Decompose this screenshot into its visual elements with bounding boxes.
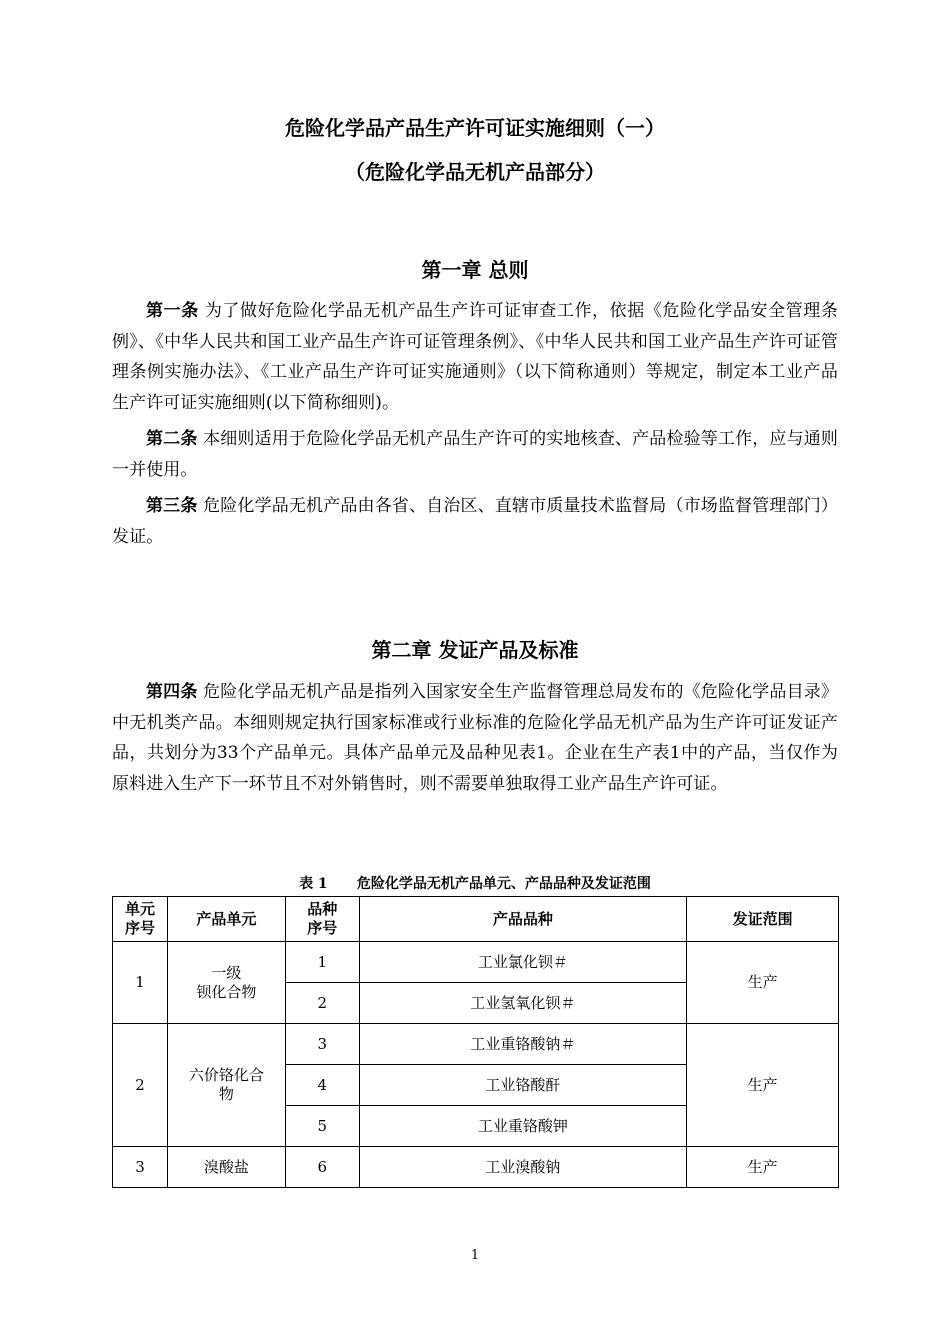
cell-variety: 工业氯化钡＃ [359, 942, 686, 983]
cell-scope: 生产 [687, 1147, 839, 1188]
article-label: 第一条 [146, 301, 199, 321]
article-1 [112, 296, 838, 418]
table-caption: 表 1 危险化学品无机产品单元、产品品种及发证范围 [299, 876, 651, 892]
cell-variety: 工业重铬酸钠＃ [359, 1024, 686, 1065]
cell-unit: 六价铬化合 物 [167, 1024, 285, 1147]
cell-unit: 一级 钡化合物 [167, 942, 285, 1024]
cell-variety-no: 2 [285, 983, 359, 1024]
article-label: 第四条 [146, 682, 198, 702]
header-variety-no: 品种 序号 [285, 897, 359, 942]
cell-unit-no: 3 [113, 1147, 168, 1188]
chapter-2-body [112, 677, 838, 799]
chapter-2-heading: 第二章 发证产品及标准 [371, 638, 579, 662]
cell-variety: 工业溴酸钠 [359, 1147, 686, 1188]
article-text: 为了做好危险化学品无机产品生产许可证审查工作，依据《危险化学品安全管理条例》、《中华人民共和国工业产品生产许可证管理条例》、《中华人民共和国工业产品生产许可证管理条例实施办法》、《工业产品生产许可证实施通则》（以下简称通则）等规定，制定本工业产品生产许可证实施细则(以下简称细则)。 [112, 301, 838, 413]
products-table [112, 896, 839, 1188]
cell-variety-no: 3 [285, 1024, 359, 1065]
cell-variety-no: 5 [285, 1106, 359, 1147]
article-label: 第三条 [146, 496, 198, 516]
cell-scope: 生产 [687, 942, 839, 1024]
table-row [113, 942, 839, 983]
cell-variety: 工业铬酸酐 [359, 1065, 686, 1106]
cell-unit-no: 2 [113, 1024, 168, 1147]
chapter-1-heading: 第一章 总则 [421, 258, 529, 282]
page-number: 1 [470, 1248, 480, 1263]
chapter-1-body [112, 296, 838, 552]
article-text: 危险化学品无机产品是指列入国家安全生产监督管理总局发布的《危险化学品目录》中无机类产品。本细则规定执行国家标准或行业标准的危险化学品无机产品为生产许可证发证产品，共划分为33个产品单元。具体产品单元及品种见表1。企业在生产表1中的产品，当仅作为原料进入生产下一环节且不对外销售时，则不需要单独取得工业产品生产许可证。 [112, 682, 838, 794]
article-text: 本细则适用于危险化学品无机产品生产许可的实地核查、产品检验等工作，应与通则一并使用。 [112, 429, 838, 480]
table-header-row [113, 897, 839, 942]
article-2 [112, 424, 838, 485]
cell-unit: 溴酸盐 [167, 1147, 285, 1188]
header-unit: 产品单元 [167, 897, 285, 942]
document-subtitle: （危险化学品无机产品部分） [345, 160, 605, 184]
document-title: 危险化学品产品生产许可证实施细则（一） [285, 116, 665, 140]
cell-unit-no: 1 [113, 942, 168, 1024]
table-row [113, 1024, 839, 1065]
cell-variety-no: 4 [285, 1065, 359, 1106]
header-scope: 发证范围 [687, 897, 839, 942]
article-4 [112, 677, 838, 799]
cell-variety: 工业重铬酸钾 [359, 1106, 686, 1147]
article-text: 危险化学品无机产品由各省、自治区、直辖市质量技术监督局（市场监督管理部门）发证。 [112, 496, 838, 547]
cell-variety-no: 6 [285, 1147, 359, 1188]
cell-variety-no: 1 [285, 942, 359, 983]
header-variety: 产品品种 [359, 897, 686, 942]
cell-scope: 生产 [687, 1024, 839, 1147]
cell-variety: 工业氢氧化钡＃ [359, 983, 686, 1024]
article-label: 第二条 [146, 429, 198, 449]
table-row [113, 1147, 839, 1188]
article-3 [112, 491, 838, 552]
header-unit-no: 单元 序号 [113, 897, 168, 942]
